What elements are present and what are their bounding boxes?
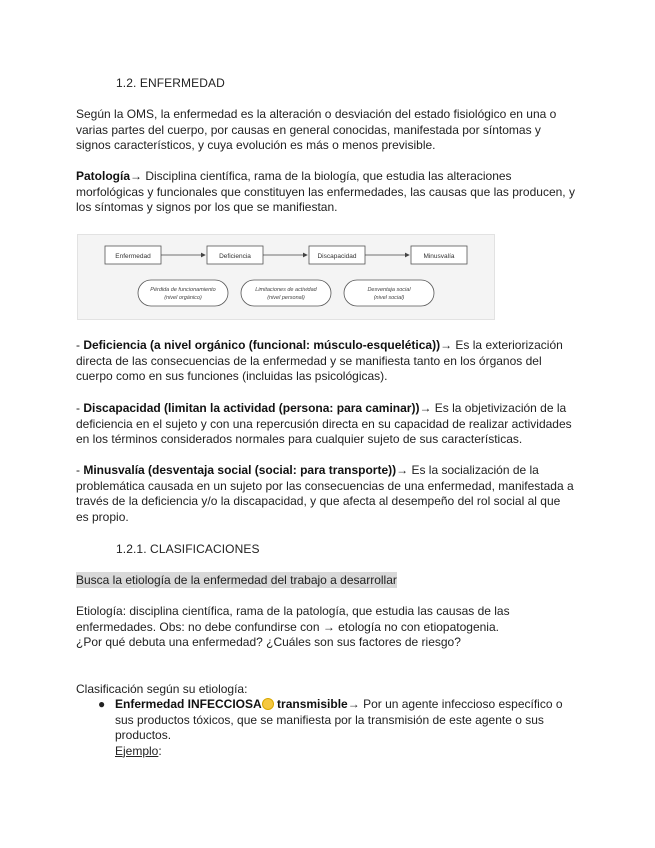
disability-model-diagram [77,234,495,320]
deficiencia-text: → Es la exteriorización directa de las consecuencias de la enfermedad y se manifiesta tanto en los órganos del cuerpo como en sus funciones (incluidas las psicológicas). [76,338,563,384]
svg-text:(nivel personal): (nivel personal) [267,295,305,301]
discapacidad-paragraph [76,401,576,448]
svg-text:(nivel social): (nivel social) [373,295,405,301]
etiologia-definition: Etiología: disciplina científica, rama de la patología, que estudia las causas de las enfermedades. Obs: no debe confundirse con → etología no con etiopatogenia. [76,604,510,634]
diagram-oval-organico [138,280,228,306]
highlighted-task: Busca la etiología de la enfermedad del trabajo a desarrollar [76,573,397,587]
ejemplo-label: Ejemplo [115,743,159,758]
svg-text:Desventaja social: Desventaja social [367,287,411,293]
svg-text:Minusvalía: Minusvalía [423,253,455,260]
minusvalia-text: → Es la socialización de la problemática causada en un sujeto por las consecuencias de una enfermedad, manifestada a través de la deficiencia y/o la discapacidad, y que afecta al desempeño del rol social al que es propio. [76,463,574,524]
infecciosa-term: Enfermedad INFECCIOSA [115,697,262,711]
svg-text:(nivel orgánico): (nivel orgánico) [164,295,202,301]
patologia-arrow: → [130,169,143,183]
list-item [115,697,565,759]
infecciosa-text: → Por un agente infeccioso específico o sus productos tóxicos, que se manifiesta por la transmisión de este agente o sus productos. [115,697,563,743]
svg-text:Limitaciones de actividad: Limitaciones de actividad [255,287,317,293]
minusvalia-term: Minusvalía (desventaja social (social: para transporte)) [83,463,397,477]
svg-text:Pérdida de funcionamiento: Pérdida de funcionamiento [150,287,216,293]
discapacidad-term: Discapacidad (limitan la actividad (persona: para caminar)) [83,401,420,415]
svg-text:Discapacidad: Discapacidad [317,253,357,260]
etiologia-question: ¿Por qué debuta una enfermedad? ¿Cuáles son sus factores de riesgo? [76,635,461,650]
discapacidad-dash: - [76,401,84,415]
minusvalia-dash: - [76,463,84,477]
etiologia-paragraph [76,604,576,651]
discapacidad-text: → Es la objetivización de la deficiencia en el sujeto y con una repercusión directa en su capacidad de realizar actividades en los términos considerados normales para cualquier sujeto de sus características. [76,401,572,447]
section-heading-clasificaciones: 1.2.1. CLASIFICACIONES [116,542,260,556]
deficiencia-dash: - [76,338,84,352]
clasificacion-label: Clasificación según su etiología: [76,682,248,696]
transmisible-term: transmisible [273,697,348,711]
svg-text:Deficiencia: Deficiencia [219,253,251,260]
intro-paragraph: Según la OMS, la enfermedad es la alteración o desviación del estado fisiológico en una o varias partes del cuerpo, por causas en general conocidas, manifestada por síntomas y signos característicos, y cuya evolución es más o menos previsible. [76,107,557,153]
highlight-paragraph [76,573,576,589]
diagram-box-minusvalia [411,246,467,264]
patologia-text: Disciplina científica, rama de la biología, que estudia las alteraciones morfológicas y funcionales que constituyen las enfermedades, las causas que las producen, y los síntomas y signos por los que se manifiestan. [76,169,575,215]
deficiencia-term: Deficiencia (a nivel orgánico (funcional: músculo-esquelética)) [83,338,441,352]
section-heading-enfermedad: 1.2. ENFERMEDAD [116,76,225,90]
mask-face-icon [262,698,274,710]
ejemplo-colon: : [158,743,162,758]
minusvalia-paragraph [76,463,576,525]
bullet-dot: ● [98,697,106,711]
patologia-paragraph [76,169,576,216]
diagram-oval-personal [241,280,331,306]
diagram-box-deficiencia [207,246,263,264]
patologia-term: Patología [76,169,131,183]
diagram-oval-social [344,280,434,306]
diagram-box-enfermedad [105,246,161,264]
diagram-box-discapacidad [309,246,365,264]
deficiencia-paragraph [76,338,576,385]
svg-text:Enfermedad: Enfermedad [115,253,151,260]
